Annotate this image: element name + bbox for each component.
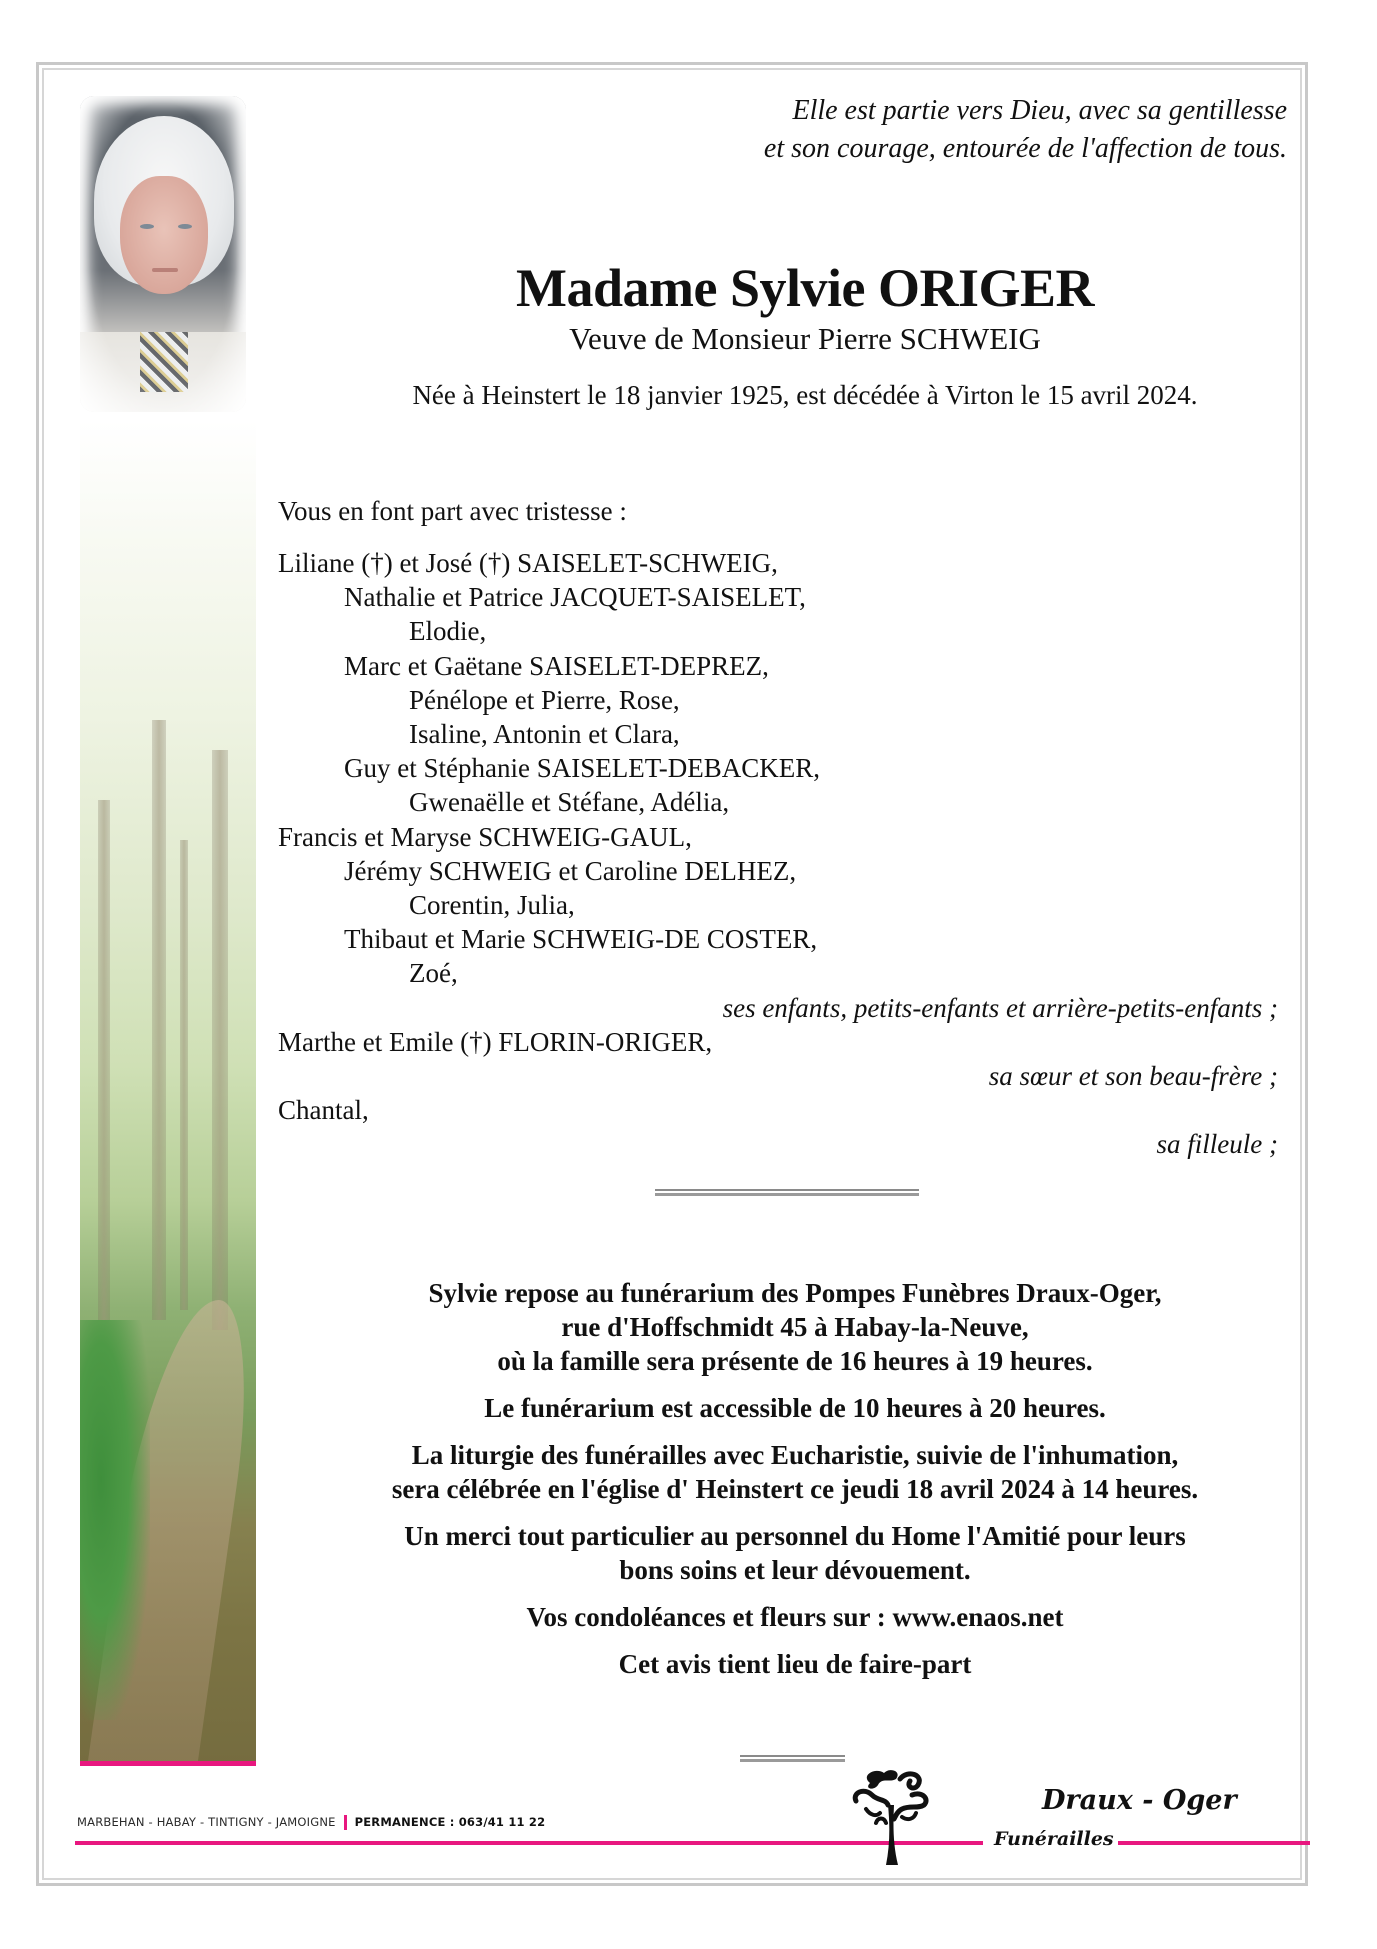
info-line: Sylvie repose au funérarium des Pompes Funèbres Draux-Oger,	[428, 1278, 1162, 1308]
funeral-information	[300, 1276, 1290, 1694]
footer-locations: MARBEHAN - HABAY - TINTIGNY - JAMOIGNE	[77, 1815, 336, 1829]
family-member-line: Guy et Stéphanie SAISELET-DEBACKER,	[344, 753, 820, 784]
info-line: où la famille sera présente de 16 heures à 19 heures.	[497, 1346, 1093, 1376]
family-relation: sa filleule ;	[1156, 1129, 1278, 1160]
family-member-line: Thibaut et Marie SCHWEIG-DE COSTER,	[344, 924, 818, 955]
deceased-name: Madame Sylvie ORIGER	[516, 258, 1094, 318]
family-relation: ses enfants, petits-enfants et arrière-petits-enfants ;	[722, 992, 1278, 1023]
family-member-line: Marthe et Emile (†) FLORIN-ORIGER,	[278, 1026, 713, 1057]
family-member-line: Marc et Gaëtane SAISELET-DEPREZ,	[344, 650, 769, 681]
info-line: rue d'Hoffschmidt 45 à Habay-la-Neuve,	[561, 1312, 1029, 1342]
info-line: Un merci tout particulier au personnel du Home l'Amitié pour leurs	[404, 1521, 1186, 1551]
footer-permanence: PERMANENCE : 063/41 11 22	[354, 1815, 546, 1829]
separator-double-line-small	[740, 1755, 845, 1762]
family-member-line: Jérémy SCHWEIG et Caroline DELHEZ,	[344, 855, 797, 886]
footer-accent-line	[75, 1841, 913, 1845]
info-line: Le funérarium est accessible de 10 heures à 20 heures.	[484, 1393, 1106, 1423]
info-line: La liturgie des funérailles avec Eucharistie, suivie de l'inhumation,	[411, 1440, 1179, 1470]
family-member-line: Francis et Maryse SCHWEIG-GAUL,	[278, 821, 692, 852]
forest-accent-bar	[80, 1761, 256, 1766]
info-paragraph	[300, 1519, 1290, 1587]
epigraph	[764, 92, 1287, 168]
info-paragraph	[300, 1438, 1290, 1506]
widow-of: Veuve de Monsieur Pierre SCHWEIG	[569, 321, 1041, 356]
family-list	[278, 494, 1298, 1162]
family-member-line: Elodie,	[409, 616, 487, 647]
info-paragraph	[300, 1600, 1290, 1634]
family-member-line: Nathalie et Patrice JACQUET-SAISELET,	[344, 582, 806, 613]
brand-subtitle: Funérailles	[990, 1828, 1118, 1850]
family-intro: Vous en font part avec tristesse :	[278, 496, 627, 526]
info-line: Cet avis tient lieu de faire-part	[618, 1649, 972, 1679]
footer-contact	[77, 1815, 545, 1830]
info-line: bons soins et leur dévouement.	[619, 1555, 971, 1585]
family-member-line: Isaline, Antonin et Clara,	[409, 719, 680, 750]
epigraph-line: et son courage, entourée de l'affection de tous.	[763, 133, 1287, 164]
info-line: Vos condoléances et fleurs sur : www.enaos.net	[526, 1602, 1064, 1632]
separator-double-line	[655, 1189, 919, 1196]
forest-path-image	[80, 420, 256, 1766]
brand-name: Draux - Oger	[1042, 1785, 1237, 1816]
family-member-line: Liliane (†) et José (†) SAISELET-SCHWEIG,	[278, 548, 778, 578]
family-member-line: Zoé,	[409, 958, 458, 989]
footer-divider	[344, 1815, 347, 1830]
info-paragraph	[300, 1391, 1290, 1425]
family-member-line: Gwenaëlle et Stéfane, Adélia,	[409, 787, 730, 818]
epigraph-line: Elle est partie vers Dieu, avec sa gentillesse	[792, 95, 1287, 126]
birth-death-dates: Née à Heinstert le 18 janvier 1925, est décédée à Virton le 15 avril 2024.	[412, 380, 1198, 410]
family-member-line: Pénélope et Pierre, Rose,	[409, 684, 680, 715]
family-member-line: Corentin, Julia,	[409, 890, 575, 921]
portrait-photo	[80, 96, 246, 412]
family-member-line: Chantal,	[278, 1095, 369, 1126]
footer-accent-line	[1095, 1841, 1310, 1845]
family-relation: sa sœur et son beau-frère ;	[988, 1061, 1278, 1092]
tree-logo-icon	[850, 1765, 932, 1867]
info-paragraph	[300, 1276, 1290, 1378]
info-paragraph	[300, 1647, 1290, 1681]
info-line: sera célébrée en l'église d' Heinstert ce jeudi 18 avril 2024 à 14 heures.	[391, 1474, 1199, 1504]
family-lines	[278, 546, 1298, 1162]
